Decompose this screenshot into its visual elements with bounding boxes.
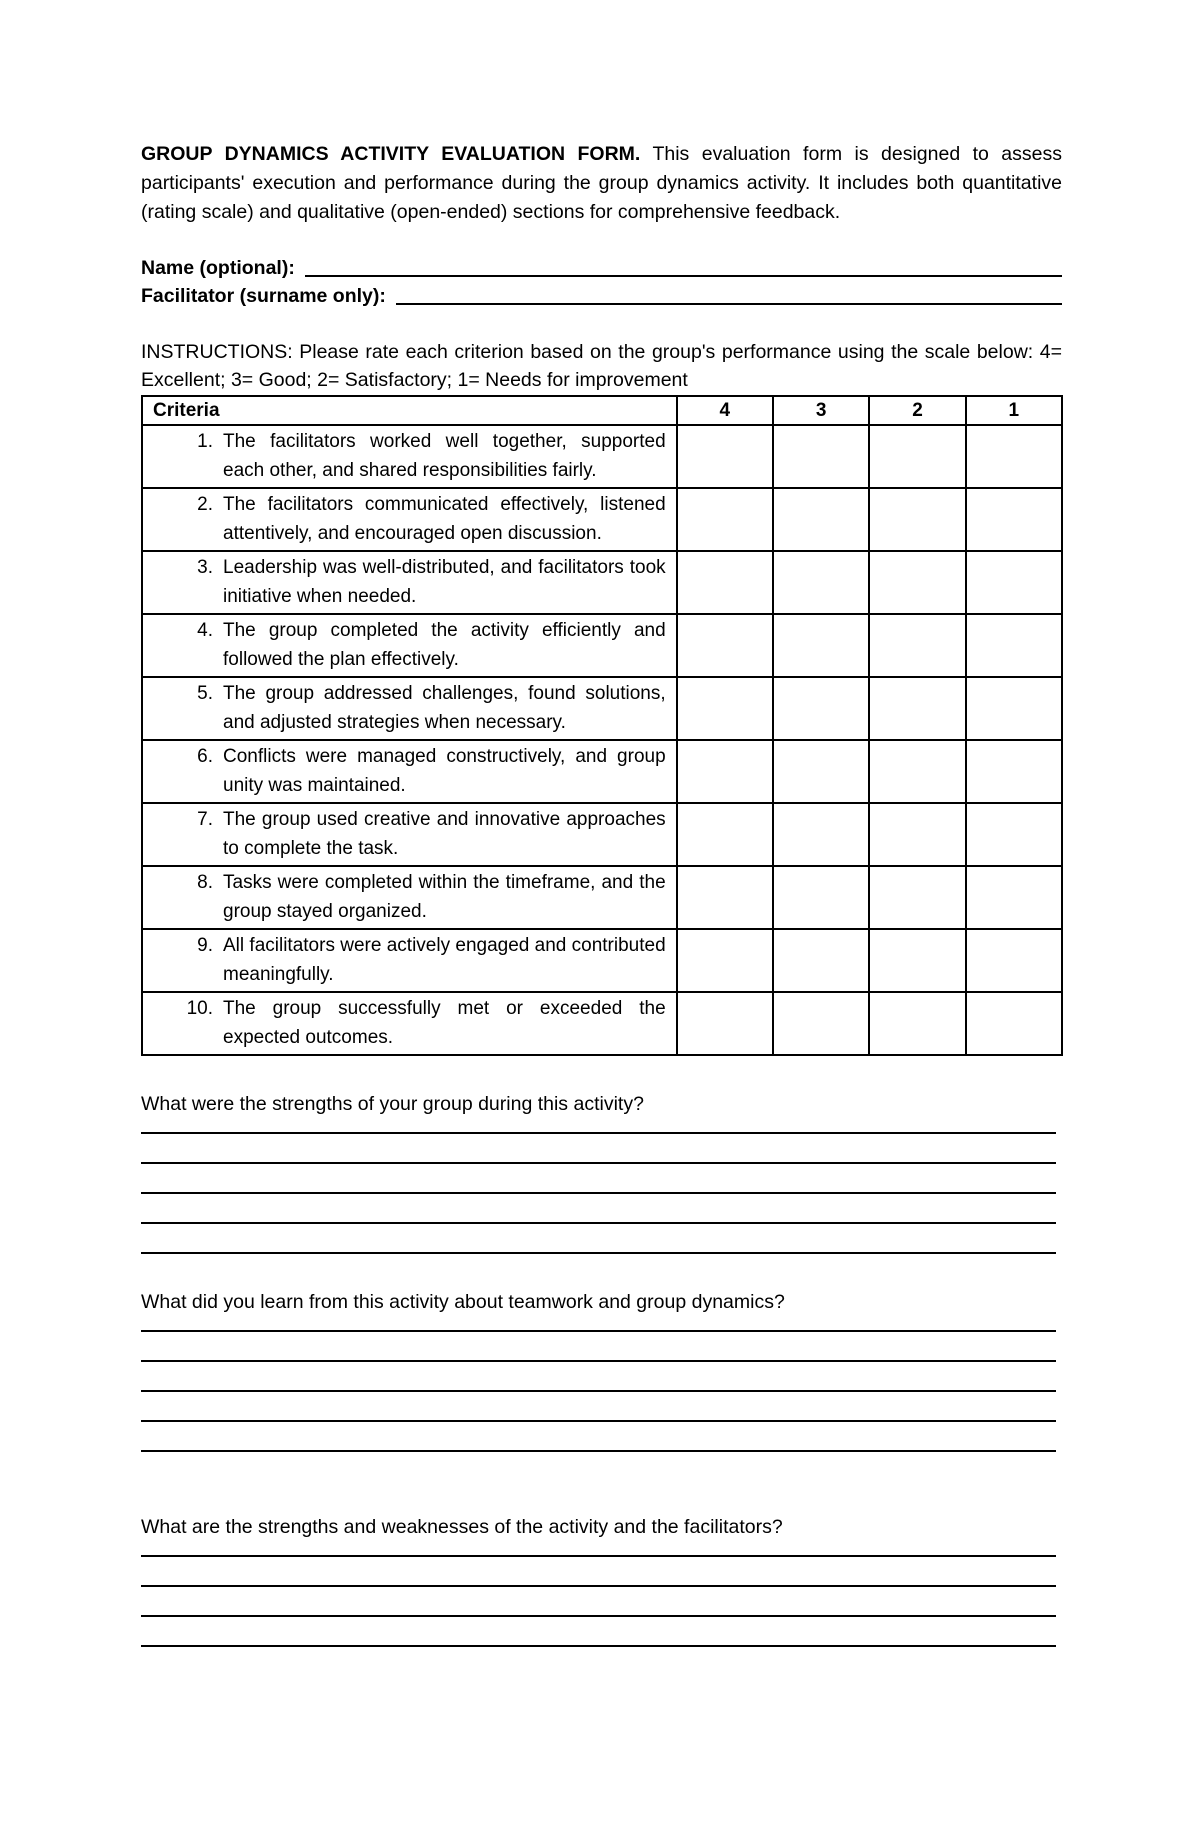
criterion-number: 5.	[197, 683, 213, 704]
table-row	[142, 866, 1062, 929]
score-cell-3[interactable]	[773, 425, 869, 488]
table-row	[142, 803, 1062, 866]
answer-line[interactable]	[141, 1392, 1056, 1422]
question-block	[141, 1288, 1062, 1452]
form-title: GROUP DYNAMICS ACTIVITY EVALUATION FORM.	[141, 143, 641, 165]
score-cell-1[interactable]	[966, 677, 1062, 740]
criterion-text: Conflicts were managed constructively, and group unity was maintained.	[223, 746, 666, 796]
score-cell-1[interactable]	[966, 551, 1062, 614]
score-cell-2[interactable]	[869, 866, 965, 929]
score-cell-4[interactable]	[677, 677, 773, 740]
criterion-cell	[142, 803, 677, 866]
criterion-text: The group used creative and innovative approaches to complete the task.	[223, 809, 666, 859]
table-row	[142, 992, 1062, 1055]
score-cell-3[interactable]	[773, 614, 869, 677]
score-cell-1[interactable]	[966, 866, 1062, 929]
score-cell-3[interactable]	[773, 677, 869, 740]
score-cell-3[interactable]	[773, 803, 869, 866]
name-field[interactable]	[305, 257, 1062, 277]
score-cell-1[interactable]	[966, 488, 1062, 551]
criterion-cell	[142, 551, 677, 614]
criterion-cell	[142, 740, 677, 803]
criterion-number: 7.	[197, 809, 213, 830]
criterion-text: The facilitators worked well together, supported each other, and shared responsibilities fairly.	[223, 431, 666, 481]
criterion-number: 2.	[197, 494, 213, 515]
criterion-item	[153, 994, 666, 1052]
criterion-number: 6.	[197, 746, 213, 767]
score-cell-4[interactable]	[677, 551, 773, 614]
score-cell-1[interactable]	[966, 740, 1062, 803]
table-row	[142, 740, 1062, 803]
evaluation-form	[141, 140, 1062, 1647]
criterion-item	[153, 805, 666, 863]
name-field-row	[141, 254, 1062, 282]
score-cell-2[interactable]	[869, 677, 965, 740]
score-cell-3[interactable]	[773, 740, 869, 803]
intro-text: This evaluation form is designed to assess participants' execution and performance during the group dynamics activity. It includes both quantitative (rating scale) and qualitative (open-ended) sections for comprehensive feedback.	[141, 143, 1062, 223]
score-cell-4[interactable]	[677, 992, 773, 1055]
facilitator-field-row	[141, 282, 1062, 310]
score-cell-3[interactable]	[773, 551, 869, 614]
score-cell-2[interactable]	[869, 488, 965, 551]
criterion-item	[153, 427, 666, 485]
facilitator-field-label: Facilitator (surname only):	[141, 285, 386, 307]
intro-paragraph	[141, 140, 1062, 227]
score-cell-1[interactable]	[966, 614, 1062, 677]
score-cell-4[interactable]	[677, 803, 773, 866]
criterion-item	[153, 553, 666, 611]
score-cell-4[interactable]	[677, 866, 773, 929]
answer-line[interactable]	[141, 1224, 1056, 1254]
name-field-label: Name (optional):	[141, 257, 295, 279]
table-row	[142, 488, 1062, 551]
criterion-item	[153, 490, 666, 548]
score-cell-3[interactable]	[773, 488, 869, 551]
score-cell-2[interactable]	[869, 929, 965, 992]
score-cell-1[interactable]	[966, 425, 1062, 488]
facilitator-field[interactable]	[396, 285, 1062, 305]
criterion-text: Tasks were completed within the timeframe, and the group stayed organized.	[223, 872, 666, 922]
question-text: What did you learn from this activity about teamwork and group dynamics?	[141, 1291, 785, 1313]
criterion-cell	[142, 866, 677, 929]
answer-line[interactable]	[141, 1316, 1056, 1332]
score-cell-2[interactable]	[869, 425, 965, 488]
score-header-3: 3	[773, 396, 869, 425]
criterion-number: 3.	[197, 557, 213, 578]
answer-line[interactable]	[141, 1164, 1056, 1194]
table-row	[142, 614, 1062, 677]
criterion-item	[153, 868, 666, 926]
score-cell-4[interactable]	[677, 425, 773, 488]
score-cell-1[interactable]	[966, 929, 1062, 992]
criterion-number: 10.	[186, 998, 213, 1019]
table-row	[142, 551, 1062, 614]
score-cell-3[interactable]	[773, 992, 869, 1055]
score-cell-2[interactable]	[869, 740, 965, 803]
score-cell-4[interactable]	[677, 488, 773, 551]
criterion-number: 1.	[197, 431, 213, 452]
criterion-cell	[142, 614, 677, 677]
table-row	[142, 677, 1062, 740]
score-cell-2[interactable]	[869, 614, 965, 677]
answer-line[interactable]	[141, 1194, 1056, 1224]
score-cell-4[interactable]	[677, 929, 773, 992]
criterion-item	[153, 931, 666, 989]
score-cell-1[interactable]	[966, 803, 1062, 866]
score-cell-2[interactable]	[869, 803, 965, 866]
score-header-1: 1	[966, 396, 1062, 425]
table-row	[142, 425, 1062, 488]
criterion-number: 8.	[197, 872, 213, 893]
criterion-cell	[142, 992, 677, 1055]
score-cell-2[interactable]	[869, 551, 965, 614]
answer-line[interactable]	[141, 1362, 1056, 1392]
criterion-item	[153, 742, 666, 800]
criterion-text: The facilitators communicated effectively, listened attentively, and encouraged open discussion.	[223, 494, 666, 544]
rating-table	[141, 395, 1063, 1056]
criterion-text: The group successfully met or exceeded the expected outcomes.	[223, 998, 666, 1048]
score-cell-3[interactable]	[773, 866, 869, 929]
criterion-text: The group addressed challenges, found solutions, and adjusted strategies when necessary.	[223, 683, 666, 733]
score-cell-2[interactable]	[869, 992, 965, 1055]
score-cell-4[interactable]	[677, 740, 773, 803]
answer-line[interactable]	[141, 1541, 1056, 1557]
instructions: INSTRUCTIONS: Please rate each criterion based on the group's performance using the scale below: 4= Excellent; 3= Good; 2= Satisfactory; 1= Needs for improvement	[141, 341, 1062, 391]
criterion-cell	[142, 677, 677, 740]
criterion-text: All facilitators were actively engaged and contributed meaningfully.	[223, 935, 666, 985]
criterion-item	[153, 616, 666, 674]
question-block	[141, 1513, 1062, 1647]
open-ended-section	[141, 1090, 1062, 1647]
question-text: What were the strengths of your group during this activity?	[141, 1093, 644, 1115]
respondent-fields	[141, 254, 1062, 310]
criterion-text: Leadership was well-distributed, and facilitators took initiative when needed.	[223, 557, 666, 607]
answer-line[interactable]	[141, 1332, 1056, 1362]
score-header-2: 2	[869, 396, 965, 425]
criterion-cell	[142, 488, 677, 551]
criterion-item	[153, 679, 666, 737]
answer-line[interactable]	[141, 1118, 1056, 1134]
score-cell-3[interactable]	[773, 929, 869, 992]
answer-line[interactable]	[141, 1587, 1056, 1617]
answer-line[interactable]	[141, 1134, 1056, 1164]
rating-table-header	[142, 396, 1062, 425]
answer-line[interactable]	[141, 1422, 1056, 1452]
score-cell-4[interactable]	[677, 614, 773, 677]
criterion-number: 4.	[197, 620, 213, 641]
criterion-number: 9.	[197, 935, 213, 956]
answer-line[interactable]	[141, 1557, 1056, 1587]
table-row	[142, 929, 1062, 992]
criterion-cell	[142, 425, 677, 488]
question-block	[141, 1090, 1062, 1254]
criteria-header: Criteria	[142, 396, 677, 425]
criterion-text: The group completed the activity efficiently and followed the plan effectively.	[223, 620, 666, 670]
criterion-cell	[142, 929, 677, 992]
score-header-4: 4	[677, 396, 773, 425]
score-cell-1[interactable]	[966, 992, 1062, 1055]
question-text: What are the strengths and weaknesses of the activity and the facilitators?	[141, 1516, 783, 1538]
answer-line[interactable]	[141, 1617, 1056, 1647]
